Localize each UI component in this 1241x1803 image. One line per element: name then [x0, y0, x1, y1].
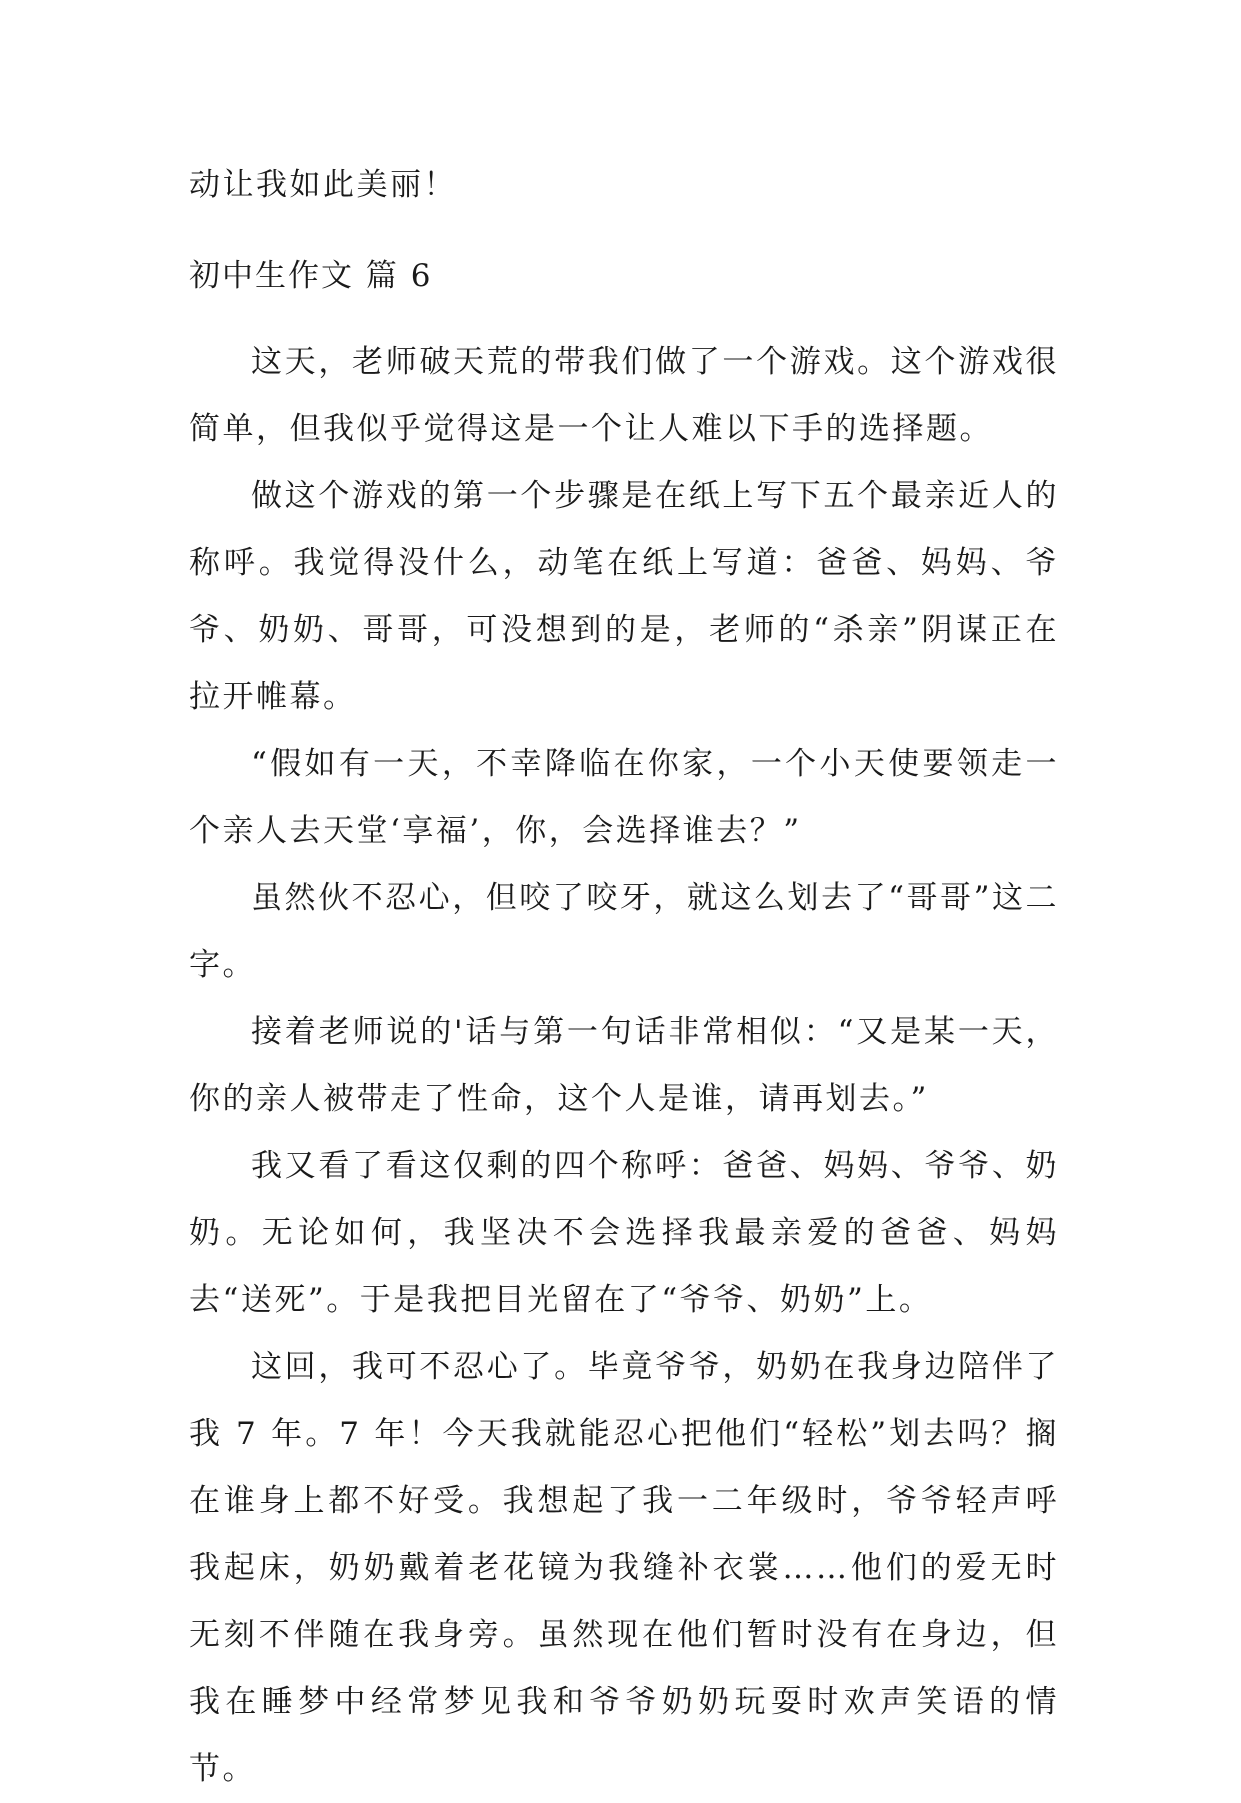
essay-paragraph: “假如有一天，不幸降临在你家，一个小天使要领走一个亲人去天堂‘享福’，你，会选择谁去？”	[189, 746, 1059, 849]
essay-paragraph: 这天，老师破天荒的带我们做了一个游戏。这个游戏很简单，但我似乎觉得这是一个让人难以下手的选择题。	[189, 344, 1059, 447]
essay-body	[189, 329, 1059, 1803]
essay-paragraph: 这回，我可不忍心了。毕竟爷爷，奶奶在我身边陪伴了我 7 年。7 年！今天我就能忍心把他们“轻松”划去吗？搁在谁身上都不好受。我想起了我一二年级时，爷爷轻声呼我起床，奶奶戴着老花镜为我缝补衣裳……他们的爱无时无刻不伴随在我身旁。虽然现在他们暂时没有在身边，但我在睡梦中经常梦见我和爷爷奶奶玩耍时欢声笑语的情节。	[189, 1349, 1059, 1787]
essay-paragraph: 我又看了看这仅剩的四个称呼：爸爸、妈妈、爷爷、奶奶。无论如何，我坚决不会选择我最亲爱的爸爸、妈妈去“送死”。于是我把目光留在了“爷爷、奶奶”上。	[189, 1148, 1059, 1318]
essay-paragraph: 虽然伙不忍心，但咬了咬牙，就这么划去了“哥哥”这二字。	[189, 880, 1059, 983]
essay-paragraph: 接着老师说的'话与第一句话非常相似：“又是某一天，你的亲人被带走了性命，这个人是谁，请再划去。”	[189, 1014, 1059, 1117]
essay-paragraph: 做这个游戏的第一个步骤是在纸上写下五个最亲近人的称呼。我觉得没什么，动笔在纸上写道：爸爸、妈妈、爷爷、奶奶、哥哥，可没想到的是，老师的“杀亲”阴谋正在拉开帷幕。	[189, 478, 1059, 715]
essay-title: 初中生作文 篇 6	[189, 258, 433, 294]
previous-text-fragment: 动让我如此美丽！	[189, 167, 457, 203]
